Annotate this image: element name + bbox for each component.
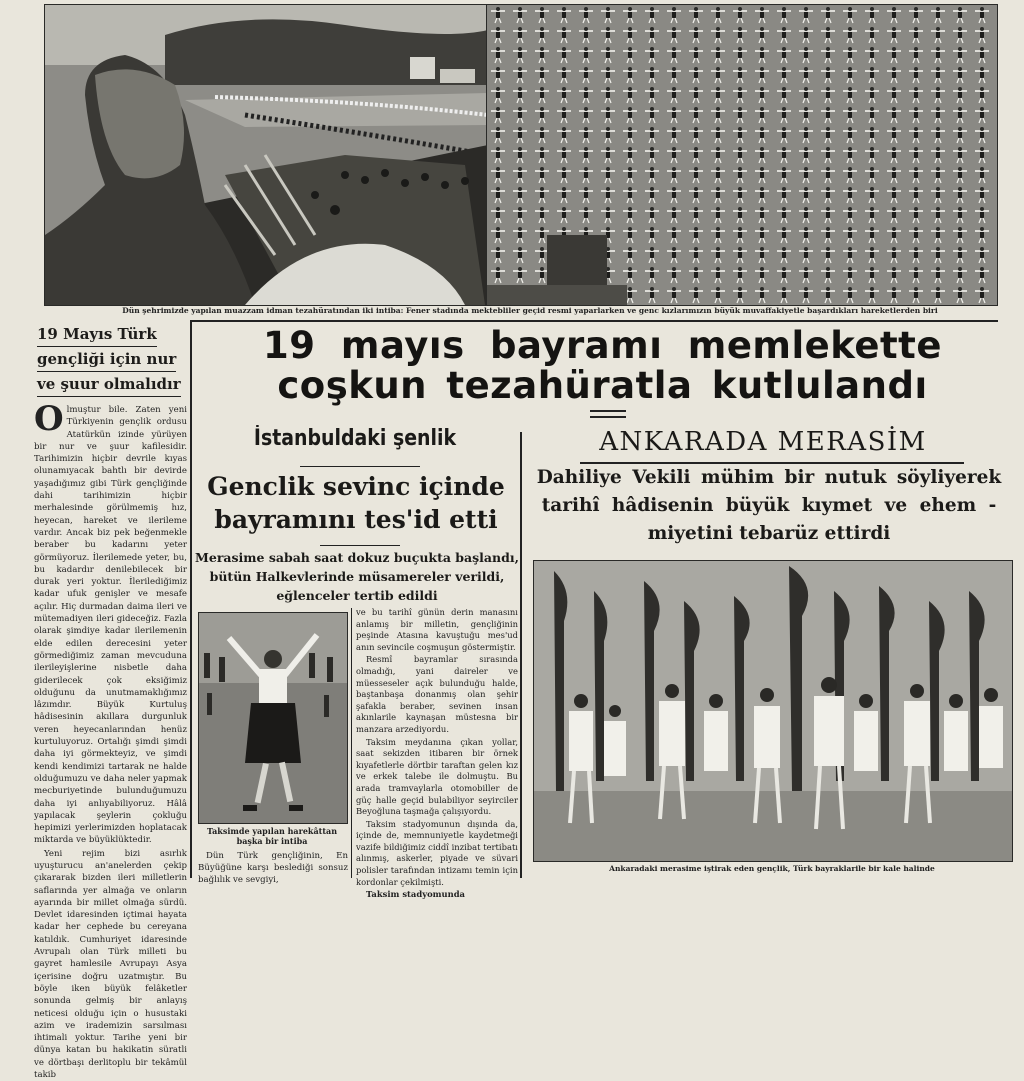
center-column-body xyxy=(356,607,518,900)
center-paragraph-2: Resmî bayramlar sırasında olmadığı, yani daireler ve müesseseler açık bulunduğu halde, baştanbaşa donanmış olan şehir şafakla beraber, sevinen insan akınlarile kaynaşan müstesna bir manzara arzediyordu. xyxy=(356,654,518,734)
ankara-kicker: ANKARADA MERASİM xyxy=(599,427,927,457)
divider-middle-column xyxy=(520,432,522,878)
top-photo-caption: Dün şehrimizde yapılan muazzam idman tezahüratından iki intiba: Fener stadında mektebliler geçid resmi yaparlarken ve genc kızlarımızın büyük muvaffakiyetle başardıkları hareketlerden biri xyxy=(122,306,938,315)
left-paragraph-2: Yeni rejim bizi asırlık uyuşturucu an'anelerden çekip çıkararak bizden ileri milletlerin saflarında yer almağa ve onların ayarında bir millet olmağa sürdü. Devlet idaresinden içtimai hayata kadar her cephede bu cereyana katıldık. Cumhuriyet idaresinde Avrupalı olan Türk milleti bu gayret hamlesile Avrupayı Asya içerisine doğru uzatmıştır. Bu böyle iken büyük felâketler sonunda gelmiş bir anlayış neticesi olduğu için o husustaki azim ve irademizin sarsılması ihtimali yoktur. Tarihe yeni bir dünya katan bu hakikatin süratli ve dörtbaşı derlitoplu bir tekâmül takib xyxy=(34,848,187,1081)
left-paragraph-1: lmuştur bile. Zaten yeni Türkiyenin gençlik ordusu Atatürkün izinde yürüyen bir nur ve şuur kafilesidir. Tarihimizin hiçbir devrile kıyas olunamıyacak bahtlı bir devirde yaşadığımız gibi Türk gençliğinde dahi tarihimizin hiçbir merhalesinde görülmemiş hız, heyecan, hareket ve ilerileme vardır. Ancak biz pek beğenmekle beraber bu kadarını yeter görmüyoruz. İlerilemede yeter, bu, bu kadardır denilebilecek bir durak yeri yoktur. İlerilediğimiz kadar ufuk genişler ve mesafe açılır. Hiç durmadan daima ileri ve mütemadiyen ileri gideceğiz. Fazla olarak şimdiye kadar ilerilemenin elde edilen derecesini yeter görmediğimiz zaman mevcuduna ilerileyişlerine nisbetle daha giderilecek çok eksiğimiz olduğunu da unutmamaklığımız lâzımdır. Büyük Kurtuluş hâdisesinin akıllara durgunluk veren heyecanlarından henüz kurtuluyoruz. Ortalığı şimdi şimdi daha iyi görmekteyiz, ve şimdi kendi kendimizi tartarak ne halde olduğumuzu ve daha neler yapmak mecburiyetinde bulunduğumuzu daha iyi anlıyabiliyoruz. Hâlâ yapılacak şeylerin çokluğu hepimizi yerlerimizden hoplatacak miktarda ve büyüklüktedir. xyxy=(34,405,187,846)
ankara-headline xyxy=(524,464,1014,548)
left-title-line-1: 19 Mayıs Türk xyxy=(37,322,157,347)
ankara-headline-line-2: tarihî hâdisenin büyük kıymet ve ehem - xyxy=(541,495,997,516)
left-column-title xyxy=(37,322,181,397)
taksim-caption-line-1: Taksimde yapılan harekâttan xyxy=(206,826,338,836)
center-bottom-text: Taksim stadyomunda xyxy=(366,889,465,900)
center-paragraph-3: Taksim meydanına çıkan yollar, saat sekizden itibaren bir örnek kıyafetlerle dörtbir taraftan gelen kız ve erkek talebe ile dolmuştu. Bu arada tramvaylarla otomobiller de güç halle geçid bulabiliyor seyirciler Beyoğluna taşmağa çalışıyordu. xyxy=(356,736,518,817)
left-title-line-3: ve şuur olmalıdır xyxy=(37,372,181,397)
istanbul-kicker-rule xyxy=(300,466,420,467)
left-title-line-2: gençliği için nur xyxy=(37,347,176,372)
top-photo-ceremony xyxy=(44,4,489,306)
headline-line-2: coşkun tezahüratla kutlulandı xyxy=(277,364,928,407)
ankara-photo-caption: Ankaradaki merasime iştirak eden gençlik, Türk bayraklarile bir kale halinde xyxy=(609,864,935,873)
left-column-body xyxy=(34,399,187,1081)
drop-cap: O xyxy=(34,399,64,439)
divider-center-narrow xyxy=(351,608,352,878)
top-photo-gymnastics xyxy=(486,4,998,306)
istanbul-bottom-text: Dün Türk gençliğinin, En Büyüğüne karşı beslediği sonsuz bağlılık ve sevgiyi, xyxy=(198,851,348,885)
taksim-photo xyxy=(198,612,348,824)
istanbul-headline-line-2: bayramını tes'id etti xyxy=(214,505,498,534)
center-paragraph-1: ve bu tarihî günün derin manasını anlamış bir milletin, gençliğinin peşinde Atasına kavuştuğu mes'ud anın sevincile coşmuşun göstermiştir. xyxy=(356,607,518,652)
center-paragraph-4: Taksim stadyomunun dışında da, içinde de, memnuniyetle kaydetmeği vazife bildiğimiz ciddî inzibat tertibatı alınmış, askerler, piyade ve süvari polisler tarafından intizamı temin için kordonlar çekilmişti. xyxy=(356,818,518,887)
headline-line-1: 19 mayıs bayramı memlekette xyxy=(263,324,942,367)
istanbul-subhead-line-3: eğlenceler tertib edildi xyxy=(276,588,438,603)
istanbul-kicker: İstanbuldaki şenlik xyxy=(253,426,457,451)
headline-ornament xyxy=(590,410,626,412)
ankara-photo-flags xyxy=(533,560,1013,862)
ankara-headline-line-3: miyetini tebarüz ettirdi xyxy=(647,523,891,544)
istanbul-headline-line-1: Genclik sevinc içinde xyxy=(207,472,505,501)
divider-header-top xyxy=(190,320,998,322)
istanbul-headline xyxy=(196,470,516,536)
istanbul-subhead xyxy=(194,548,520,605)
istanbul-subhead-line-1: Merasime sabah saat dokuz buçukta başlandı, xyxy=(195,550,519,565)
headline-ornament-2 xyxy=(590,416,626,418)
taksim-photo-caption xyxy=(198,826,346,846)
istanbul-subhead-line-2: bütün Halkevlerinde müsamereler verildi, xyxy=(209,569,505,584)
istanbul-headline-rule xyxy=(320,545,400,546)
ankara-headline-line-1: Dahiliye Vekili mühim bir nutuk söyliyerek xyxy=(536,467,1002,488)
taksim-caption-line-2: başka bir intiba xyxy=(236,836,308,846)
divider-left-column xyxy=(190,322,192,878)
main-headline xyxy=(200,326,1005,406)
